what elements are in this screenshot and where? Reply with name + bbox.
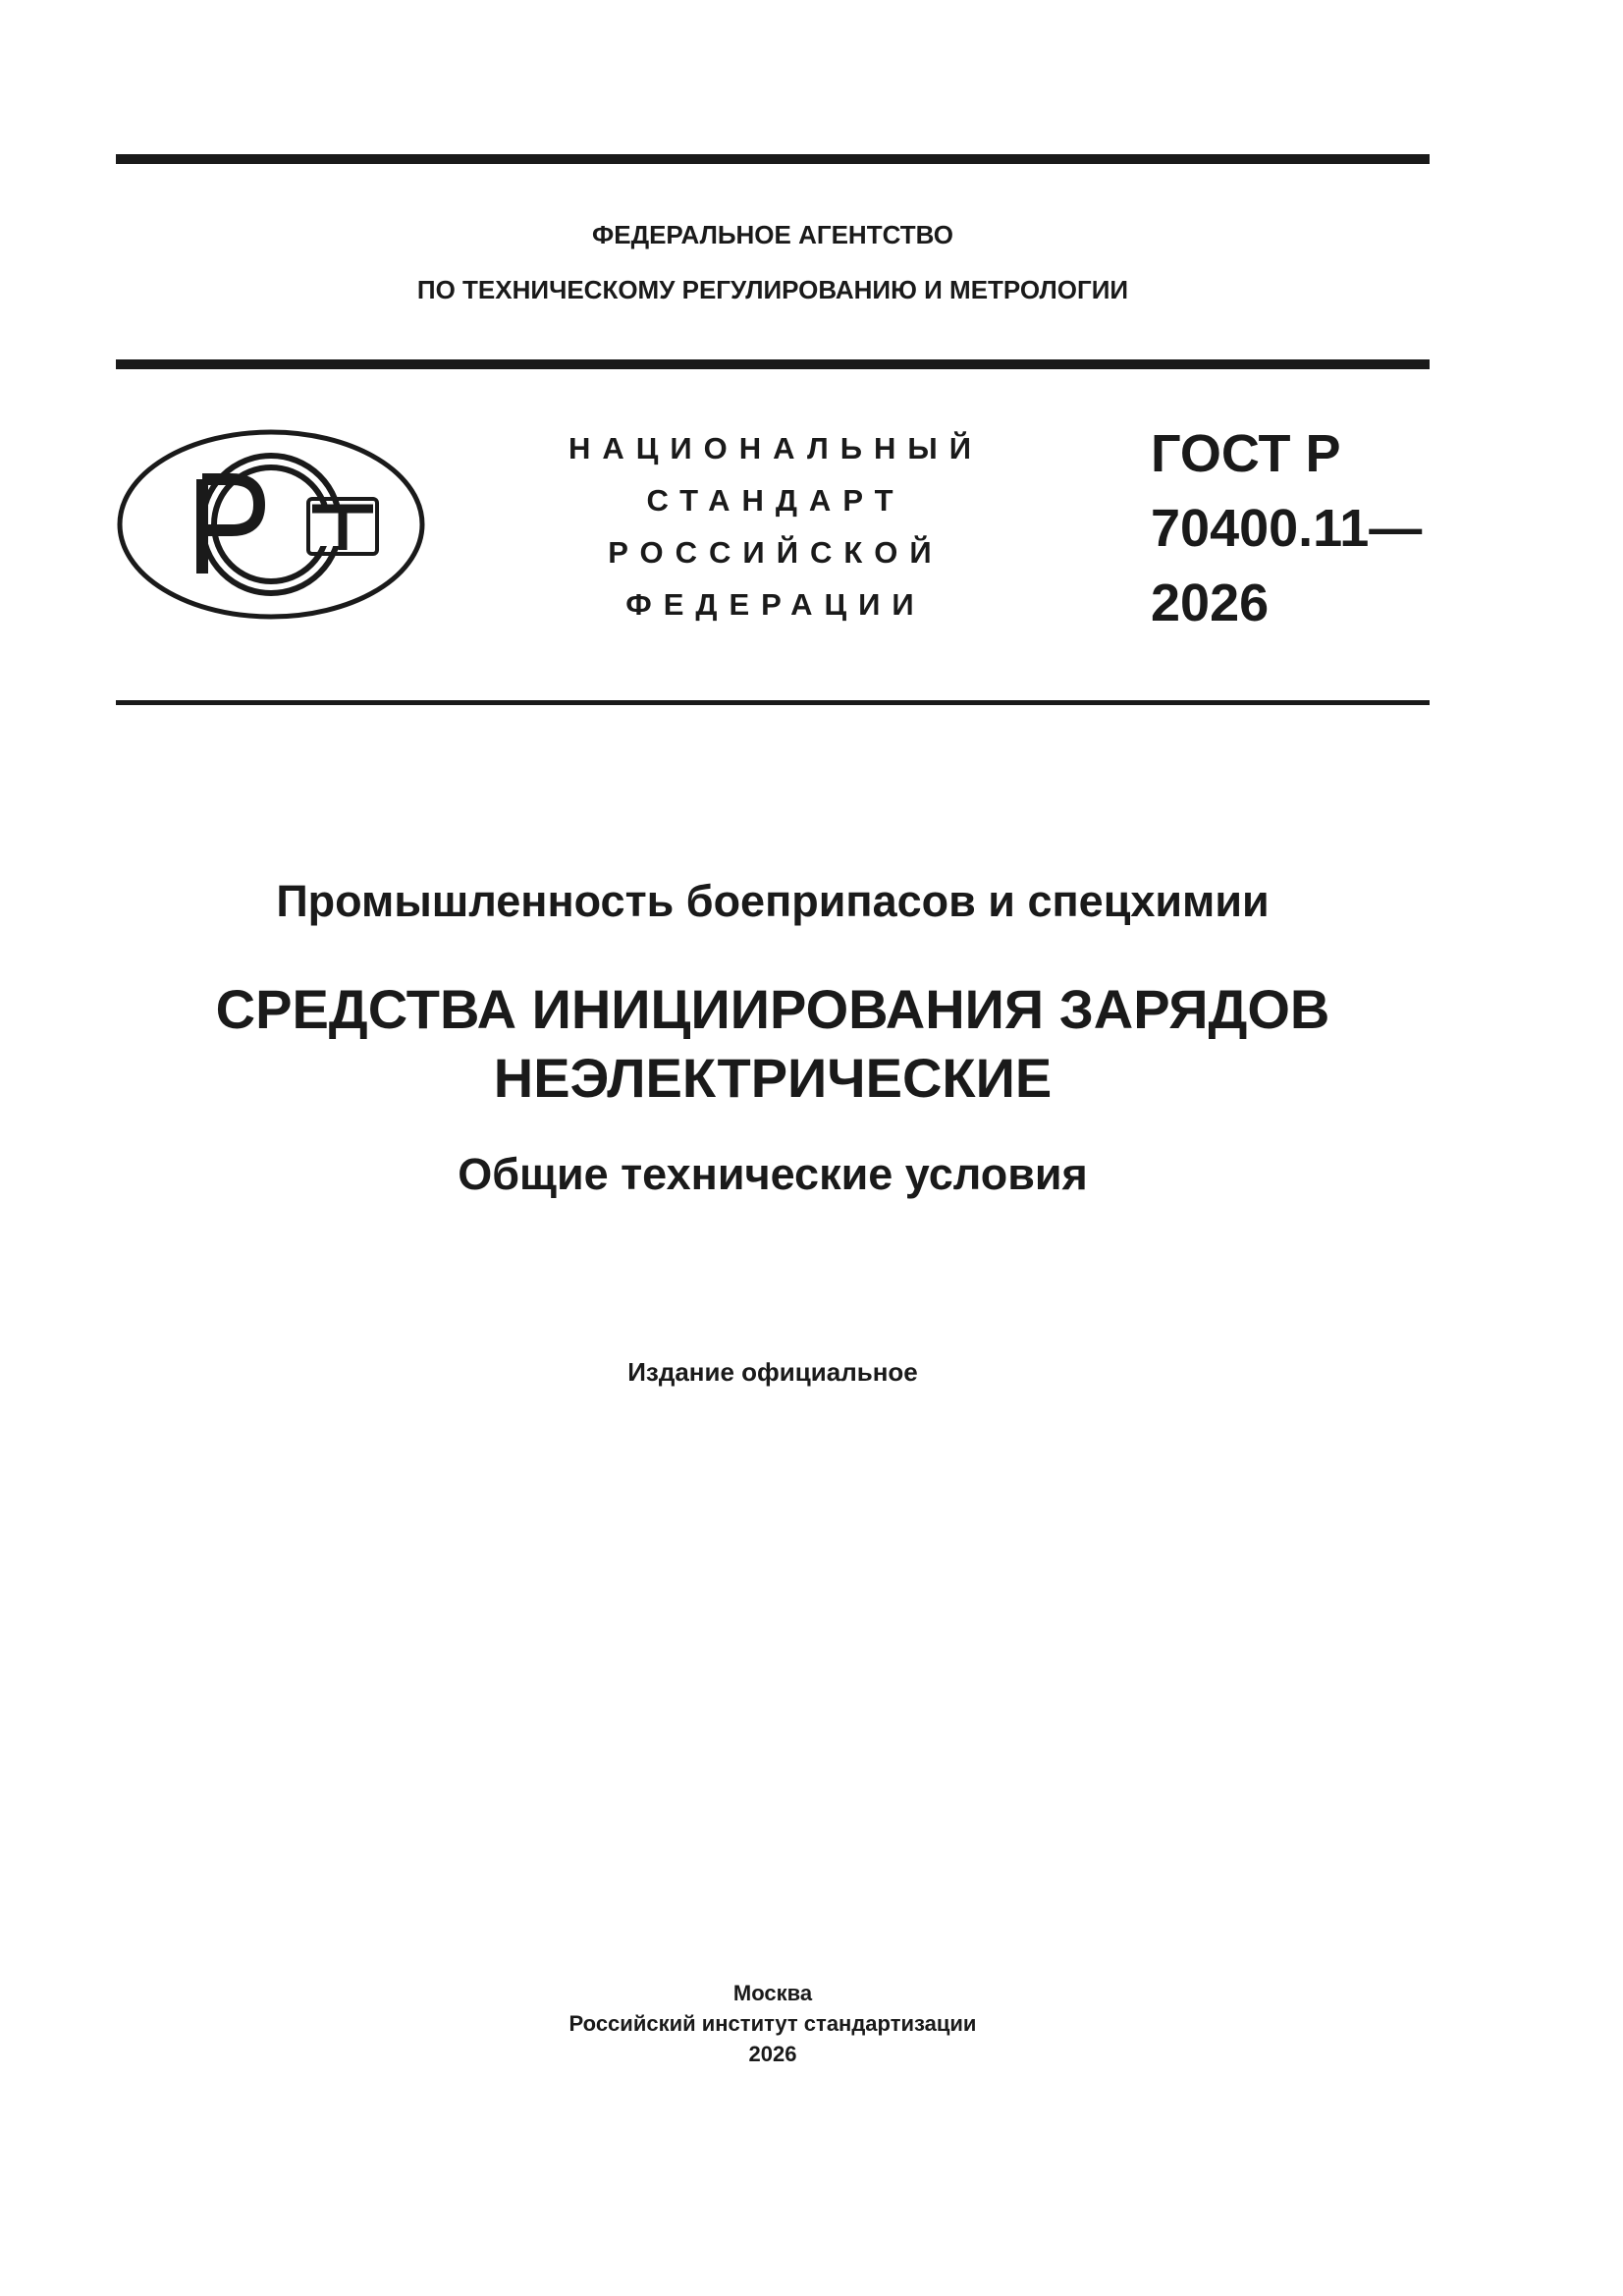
publisher-city: Москва — [732, 1981, 813, 2005]
designation-line-1: ГОСТ Р — [1151, 424, 1341, 483]
standard-designation — [1151, 416, 1422, 640]
publisher-block — [116, 1978, 1430, 2069]
national-standard-line-1: НАЦИОНАЛЬНЫЙ — [568, 431, 984, 465]
designation-line-2: 70400.11— — [1151, 499, 1423, 558]
agency-name-line-2: ПО ТЕХНИЧЕСКОМУ РЕГУЛИРОВАНИЮ И МЕТРОЛОГИИ — [416, 275, 1129, 304]
designation-line-3: 2026 — [1151, 574, 1270, 632]
document-subtitle: Общие технические условия — [458, 1149, 1088, 1199]
header-divider — [116, 359, 1430, 369]
publisher-year: 2026 — [748, 2042, 797, 2066]
document-main-title — [116, 975, 1430, 1113]
national-standard-line-2: СТАНДАРТ — [646, 483, 905, 518]
publisher-institute: Российский институт стандартизации — [568, 2011, 977, 2036]
industry-title: Промышленность боеприпасов и спецхимии — [276, 876, 1270, 926]
logo-divider — [116, 700, 1430, 705]
national-standard-line-3: РОССИЙСКОЙ — [608, 535, 944, 570]
top-divider — [116, 154, 1430, 164]
main-title-line-2: НЕЭЛЕКТРИЧЕСКИЕ — [493, 1047, 1053, 1109]
edition-label: Издание официальное — [627, 1357, 918, 1387]
national-standard-label — [550, 422, 1001, 630]
national-standard-line-4: ФЕДЕРАЦИИ — [625, 587, 926, 622]
agency-name-line-1: ФЕДЕРАЛЬНОЕ АГЕНТСТВО — [592, 220, 953, 249]
main-title-line-1: СРЕДСТВА ИНИЦИИРОВАНИЯ ЗАРЯДОВ — [215, 978, 1330, 1040]
rst-certification-logo-icon — [116, 428, 426, 621]
